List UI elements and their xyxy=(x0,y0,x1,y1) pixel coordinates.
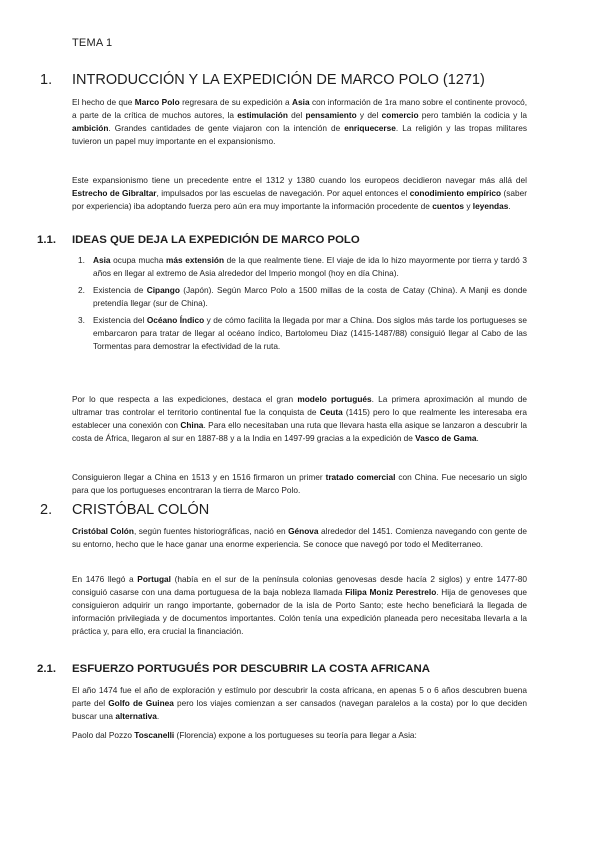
section-1-1-number: 1.1. xyxy=(37,234,56,246)
text-run: con información de 1ra mano sobre el continente provocó, a parte de la crítica de muchos autores, la xyxy=(72,97,528,120)
text-run: pero también la codicia y la xyxy=(418,110,527,120)
text-run: (1415) pero lo que realmente les interesaba era establecer una conexión con xyxy=(72,407,527,430)
bold-run: alternativa xyxy=(115,711,157,721)
bold-run: Asia xyxy=(292,97,310,107)
list-item-text xyxy=(93,285,527,308)
tema-label: TEMA 1 xyxy=(72,37,113,49)
section-1-paragraph-1 xyxy=(72,96,527,148)
bold-run: Ceuta xyxy=(319,407,343,417)
text-run: y de cómo facilita la llegada por mar a China. Dos siglos más tarde los portugueses se embarcaron para tratar de llegar al océano índico, Bartolomeu Diaz (1415-1487/88) consiguió llegar al Cabo de las Tormentas para demostrar la efectividad de la ruta. xyxy=(93,315,527,351)
list-item xyxy=(72,314,527,353)
section-1-paragraph-2 xyxy=(72,174,527,213)
text-run: regresara de su expedición a xyxy=(179,97,293,107)
text-run: Paolo dal Pozzo xyxy=(72,730,135,740)
list-item-text xyxy=(93,315,527,351)
list-item-number: 2. xyxy=(78,285,85,295)
text-run: Existencia del xyxy=(93,315,147,325)
bold-run: Estrecho de Gibraltar xyxy=(72,188,157,198)
bold-run: Vasco de Gama xyxy=(415,433,477,443)
section-2-1-title: ESFUERZO PORTUGUÉS POR DESCUBRIR LA COSTA AFRICANA xyxy=(72,663,430,675)
bold-run: Toscanelli xyxy=(134,730,175,740)
section-1-title: INTRODUCCIÓN Y LA EXPEDICIÓN DE MARCO POLO (1271) xyxy=(72,72,485,88)
text-run: . Para ello necesitaban una ruta que llevara hasta ella asique se lanzaron a descubrir la costa de África, llegaron al sur en 1887-88 y a la India en 1497-99 gracias a la expedición de xyxy=(72,420,527,443)
bold-run: estimulación xyxy=(237,110,288,120)
text-run: (Florencia) expone a los portugueses su teoría para llegar a Asia: xyxy=(174,730,417,740)
text-run: y xyxy=(464,201,473,211)
bold-run: Cristóbal Colón xyxy=(72,526,134,536)
text-run: El hecho de que xyxy=(72,97,135,107)
section-2-1-paragraph-2 xyxy=(72,729,527,742)
bold-run: comercio xyxy=(381,110,419,120)
text-run: . Grandes cantidades de gente viajaron con la intención de xyxy=(108,123,345,133)
text-run: (había en el sur de la península colonias genovesas desde hacía 2 siglos) y entre 1477-80 consiguió casarse con una dama portuguesa de la baja nobleza llamada xyxy=(72,574,527,597)
list-item-number: 1. xyxy=(78,255,85,265)
text-run: con China. Fue necesario un siglo para que los portugueses encontraran la tierra de Marco Polo. xyxy=(72,472,527,495)
text-run: Por lo que respecta a las expediciones, destaca el gran xyxy=(72,394,298,404)
text-run: pero los viajes comienzan a ser cansados (navegan paralelos a la costa) por lo que deciden buscar una xyxy=(72,698,528,721)
section-2-number: 2. xyxy=(40,502,53,518)
bold-run: enriquecerse xyxy=(344,123,396,133)
section-2-1-heading xyxy=(37,663,430,675)
section-2-1-number: 2.1. xyxy=(37,663,56,675)
section-1-1-title: IDEAS QUE DEJA LA EXPEDICIÓN DE MARCO POLO xyxy=(72,234,360,246)
bold-run: Portugal xyxy=(137,574,171,584)
text-run: (Japón). Según Marco Polo a 1500 millas de la costa de Catay (China). A Manji es donde pretendía llegar (sur de China). xyxy=(93,285,527,308)
text-run: del xyxy=(287,110,306,120)
bold-run: Cipango xyxy=(146,285,180,295)
section-1-1-paragraph-2 xyxy=(72,471,527,497)
list-item-number: 3. xyxy=(78,315,85,325)
section-1-heading xyxy=(40,72,485,88)
bold-run: Filipa Moniz Perestrelo xyxy=(345,587,437,597)
text-run: . xyxy=(508,201,511,211)
bold-run: Golfo de Guinea xyxy=(108,698,174,708)
text-run: y del xyxy=(356,110,382,120)
text-run: alrededor del 1451. Comienza navegando con gente de su entorno, hecho que le hace ganar una enorme experiencia. Se conoce que navegó por todo el Mediterraneo. xyxy=(72,526,528,549)
bold-run: ambición xyxy=(72,123,109,133)
bold-run: Asia xyxy=(93,255,111,265)
text-run: El año 1474 fue el año de exploración y estímulo por descubrir la costa africana, en apenas 5 o 6 años descubren buena parte del xyxy=(72,685,527,708)
bold-run: leyendas xyxy=(472,201,509,211)
text-run: , impulsados por las escuelas de navegación. Por aquel entonces el xyxy=(156,188,410,198)
text-run: Consiguieron llegar a China en 1513 y en 1516 firmaron un primer xyxy=(72,472,326,482)
section-2-paragraph-1 xyxy=(72,525,527,551)
section-2-title: CRISTÓBAL COLÓN xyxy=(72,502,210,518)
text-run: . xyxy=(156,711,160,721)
bold-run: modelo portugués xyxy=(297,394,372,404)
text-run: . xyxy=(476,433,479,443)
bold-run: conodimiento empírico xyxy=(409,188,502,198)
bold-run: más extensión xyxy=(166,255,225,265)
text-run: Este expansionismo tiene un precedente entre el 1312 y 1380 cuando los europeos decidieron navegar más allá del xyxy=(72,175,527,185)
section-2-heading xyxy=(40,502,209,518)
section-1-1-paragraph-1 xyxy=(72,393,527,445)
list-item xyxy=(72,284,527,310)
text-run: En 1476 llegó a xyxy=(72,574,138,584)
text-run: , según fuentes historiográficas, nació en xyxy=(133,526,289,536)
ideas-list xyxy=(72,254,527,357)
list-item xyxy=(72,254,527,280)
text-run: de la que realmente tiene. El viaje de ida lo hizo mayormente por tierra y tardó 3 años en llegar al extremo de Asia alrededor del Imperio mongol (hoy en día China). xyxy=(93,255,527,278)
bold-run: Marco Polo xyxy=(134,97,180,107)
text-run: Existencia de xyxy=(93,285,147,295)
section-1-number: 1. xyxy=(40,72,53,88)
bold-run: pensamiento xyxy=(305,110,357,120)
text-run: . La religión y las tropas militares tuvieron un papel muy importante en el expansionismo. xyxy=(72,123,527,146)
text-run: . La primera aproximación al mundo de ultramar tras controlar el territorio continental fue la conquista de xyxy=(72,394,528,417)
text-run: . Hija de genoveses que consiguieron adquirir un rango importante, gobernador de la isla de Porto Santo; este hecho beneficiará la llegada de información privilegiada y de documentos importantes. Colón tenía una expedición planeada pero necesitaba llevarla a la práctica y, para ello, era crucial la financiación. xyxy=(72,587,527,636)
bold-run: Génova xyxy=(288,526,319,536)
section-2-1-paragraph-1 xyxy=(72,684,527,723)
text-run: (saber por experiencia) iba adoptando fuerza pero aún era muy importante la información procedente de xyxy=(72,188,527,211)
section-2-paragraph-2 xyxy=(72,573,527,638)
bold-run: cuentos xyxy=(432,201,465,211)
bold-run: tratado comercial xyxy=(325,472,396,482)
section-1-1-heading xyxy=(37,234,360,246)
list-item-text xyxy=(93,255,527,278)
text-run: ocupa mucha xyxy=(110,255,167,265)
bold-run: China xyxy=(180,420,204,430)
bold-run: Océano Índico xyxy=(146,315,205,325)
